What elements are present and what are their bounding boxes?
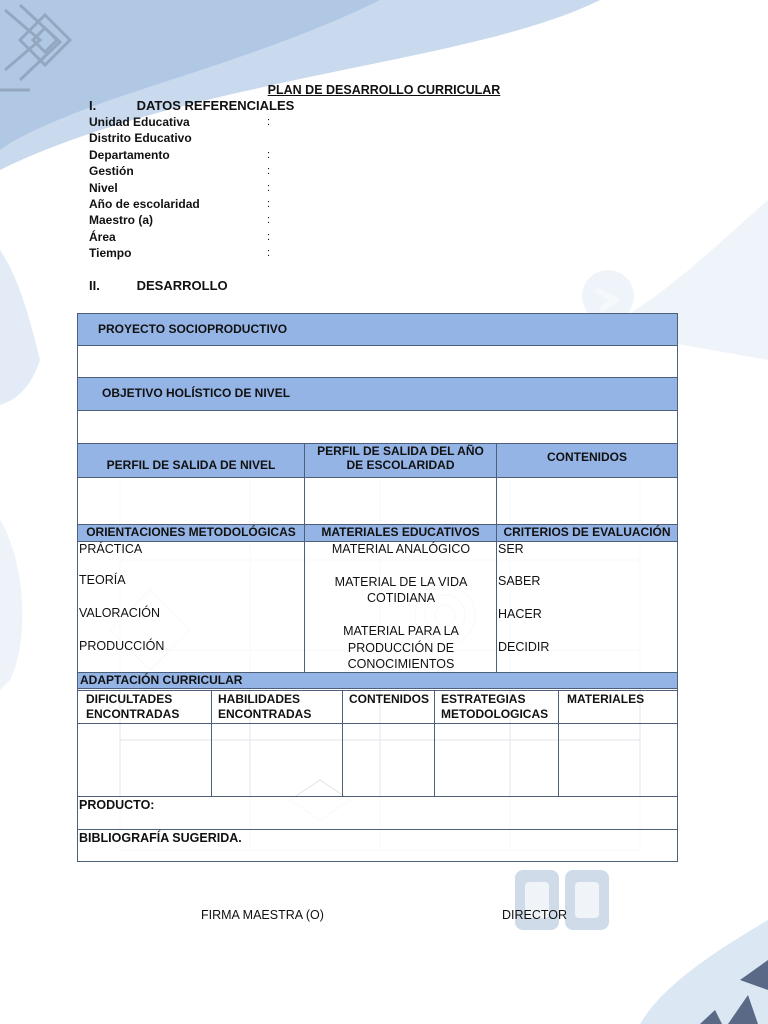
dificultades-header: DIFICULTADES ENCONTRADAS [78, 691, 212, 723]
objetivo-label: OBJETIVO HOLÍSTICO DE NIVEL [102, 386, 291, 400]
criterios-header: CRITERIOS DE EVALUACIÓN [503, 525, 671, 539]
contenidos-adapt-header: CONTENIDOS [343, 691, 435, 723]
ref-field-colon: : [267, 181, 271, 194]
ref-field-colon: : [267, 165, 271, 178]
ref-field-row [89, 130, 200, 146]
ref-field-label: Maestro (a) [89, 213, 154, 228]
perfil-anio-field[interactable] [305, 478, 497, 524]
perfil-anio-header: PERFIL DE SALIDA DEL AÑO DE ESCOLARIDAD [305, 444, 497, 477]
criterios-list [497, 542, 677, 672]
perfil-header-row [77, 444, 678, 478]
proyecto-label: PROYECTO SOCIOPRODUCTIVO [98, 322, 288, 336]
ref-field-label: Unidad Educativa [89, 115, 190, 129]
materiales-list [305, 542, 497, 672]
ref-field-label: Tiempo [89, 246, 132, 261]
desarrollo-table [77, 313, 678, 862]
ref-field-label: Departamento [89, 147, 170, 162]
criterio-item: SER [498, 542, 524, 556]
criterio-item: DECIDIR [498, 640, 550, 654]
adaptacion-header-row [78, 690, 677, 724]
objetivo-field[interactable] [77, 411, 678, 444]
ref-field-label: Área [89, 229, 116, 244]
ref-field-row [89, 114, 271, 130]
adaptacion-header [77, 672, 678, 689]
criterio-item: SABER [498, 574, 541, 588]
materiales-adapt-field[interactable] [559, 724, 677, 796]
proyecto-field[interactable] [77, 346, 678, 378]
bibliografia-row[interactable] [77, 830, 678, 862]
section-1-label: DATOS REFERENCIALES [136, 98, 295, 113]
orientacion-item: TEORÍA [79, 573, 126, 587]
criterio-item: HACER [498, 607, 542, 621]
document-title: PLAN DE DESARROLLO CURRICULAR [267, 83, 501, 97]
ref-field-row [89, 180, 271, 196]
materiales-adapt-header: MATERIALES [567, 692, 645, 706]
ref-field-label: Año de escolaridad [89, 196, 200, 211]
section-2-label: DESARROLLO [136, 278, 228, 293]
ref-field-row [89, 147, 271, 163]
producto-row[interactable] [77, 797, 678, 830]
ref-field-row [89, 245, 271, 261]
section-1-number: I. [89, 98, 97, 113]
orientacion-item: PRODUCCIÓN [79, 639, 165, 653]
orientaciones-content-row [77, 542, 678, 672]
estrategias-header: ESTRATEGIAS METODOLOGICAS [435, 691, 559, 723]
datos-referenciales-list [89, 114, 271, 262]
orientacion-item: VALORACIÓN [79, 606, 161, 620]
ref-field-colon: : [267, 214, 271, 227]
section-2-number: II. [89, 278, 100, 293]
bibliografia-label: BIBLIOGRAFÍA SUGERIDA. [79, 831, 242, 845]
proyecto-header [77, 313, 678, 346]
material-item: MATERIAL DE LA VIDA COTIDIANA [334, 575, 468, 605]
dificultades-field[interactable] [78, 724, 212, 796]
section-2-heading [89, 278, 228, 293]
contenidos-field[interactable] [497, 478, 677, 524]
habilidades-header: HABILIDADES ENCONTRADAS [212, 691, 343, 723]
material-item: MATERIAL ANALÓGICO [331, 542, 471, 556]
producto-label: PRODUCTO: [79, 798, 155, 812]
contenidos-adapt-field[interactable] [343, 724, 435, 796]
ref-field-row [89, 212, 271, 228]
ref-field-colon: : [267, 197, 271, 210]
firma-maestra-label: FIRMA MAESTRA (O) [201, 908, 324, 922]
perfil-nivel-header: PERFIL DE SALIDA DE NIVEL [78, 444, 305, 477]
ref-field-colon: : [267, 116, 271, 128]
ref-field-colon: : [267, 230, 271, 243]
section-1-heading [89, 98, 294, 113]
ref-field-colon: : [267, 247, 271, 260]
material-item: MATERIAL PARA LA PRODUCCIÓN DE CONOCIMIENTOS [343, 624, 459, 671]
habilidades-field[interactable] [212, 724, 343, 796]
estrategias-field[interactable] [435, 724, 559, 796]
ref-field-colon: : [267, 148, 271, 161]
adaptacion-table [77, 689, 678, 797]
ref-field-label: Distrito Educativo [89, 131, 192, 146]
materiales-educativos-header: MATERIALES EDUCATIVOS [305, 525, 497, 541]
ref-field-row [89, 163, 271, 179]
perfil-content-row [77, 478, 678, 525]
orientaciones-header-row [77, 525, 678, 542]
orientaciones-list [78, 542, 305, 672]
orientaciones-header: ORIENTACIONES METODOLÓGICAS [78, 525, 305, 541]
ref-field-row [89, 229, 271, 245]
ref-field-label: Nivel [89, 180, 118, 195]
director-label: DIRECTOR [502, 908, 568, 922]
perfil-nivel-field[interactable] [78, 478, 305, 524]
objetivo-header [77, 378, 678, 411]
contenidos-header: CONTENIDOS [546, 450, 627, 464]
orientacion-item: PRÁCTICA [79, 542, 143, 556]
ref-field-label: Gestión [89, 164, 134, 179]
adaptacion-content-row [78, 724, 677, 796]
ref-field-row [89, 196, 271, 212]
adaptacion-label: ADAPTACIÓN CURRICULAR [80, 673, 243, 687]
